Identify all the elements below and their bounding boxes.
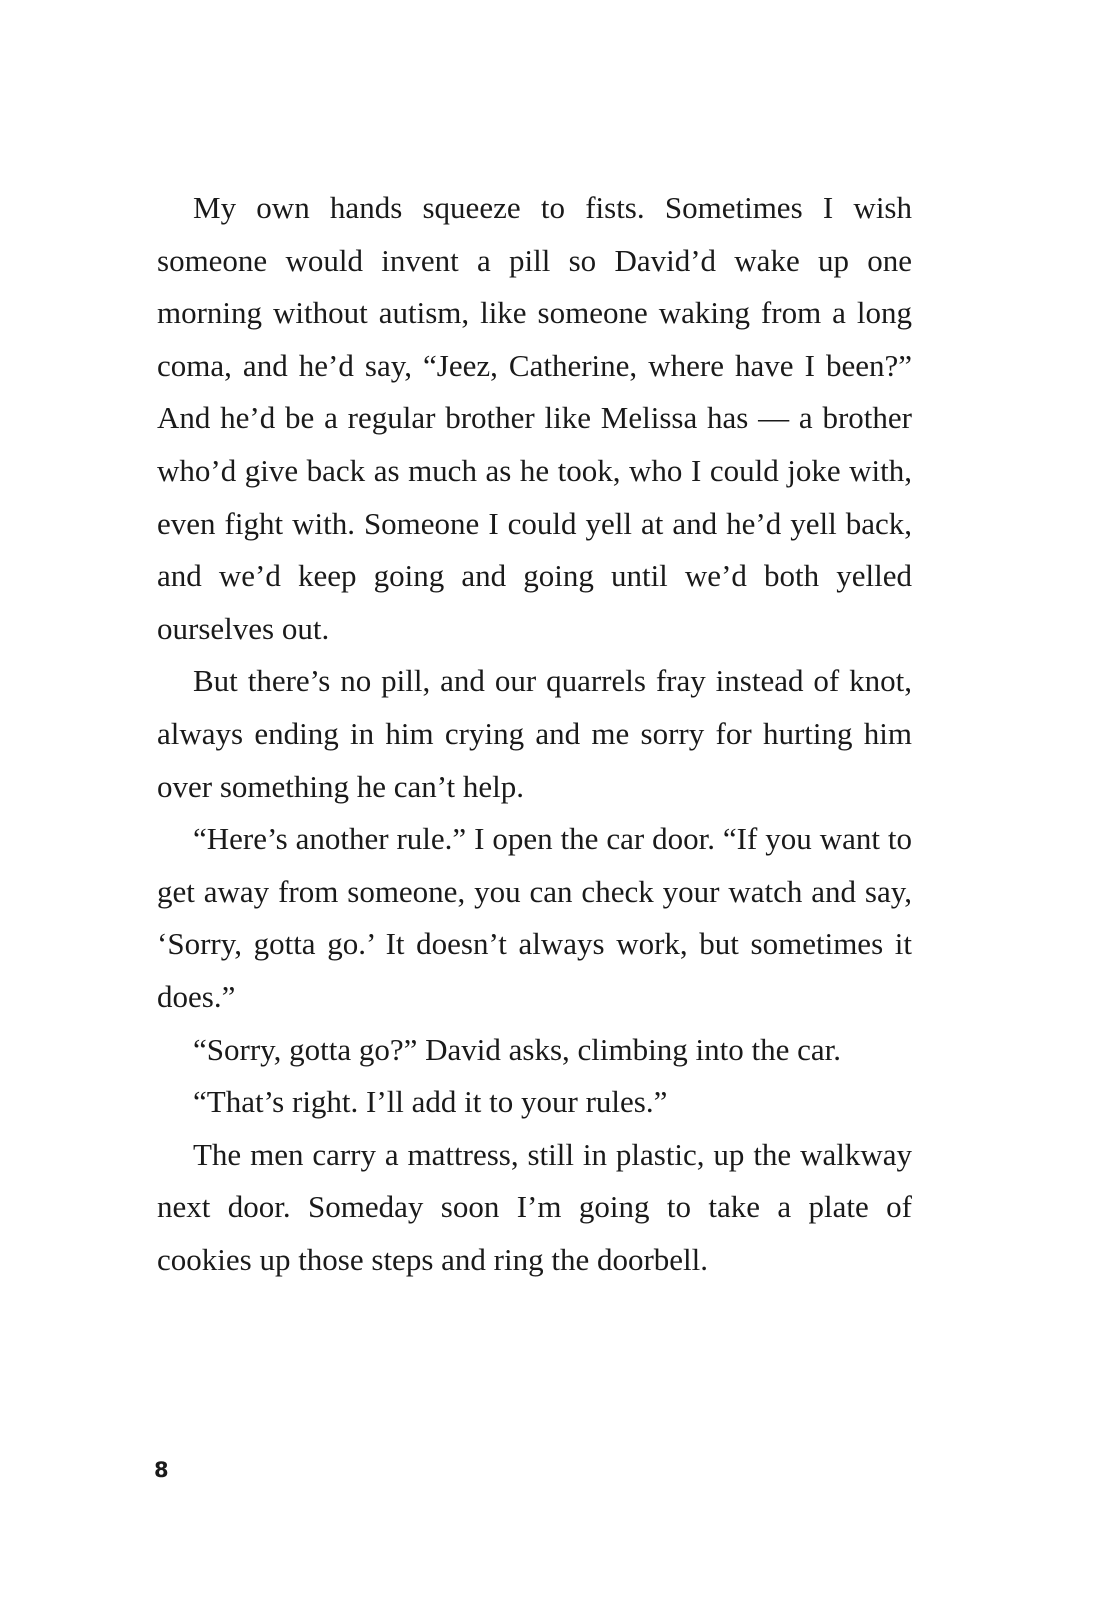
paragraph: “Sorry, gotta go?” David asks, climbing into the car.	[193, 1031, 841, 1067]
paragraph: But there’s no pill, and our quarrels fray instead of knot, always ending in him crying and me sorry for hurting him over something he can’t help.	[157, 663, 912, 804]
paragraph: The men carry a mattress, still in plastic, up the walkway next door. Someday soon I’m going to take a plate of cookies up those steps and ring the doorbell.	[157, 1136, 912, 1277]
paragraph: “That’s right. I’ll add it to your rules.”	[193, 1084, 668, 1120]
page-number: 8	[154, 1458, 169, 1482]
paragraph: “Here’s another rule.” I open the car door. “If you want to get away from someone, you can check your watch and say, ‘Sorry, gotta go.’ It doesn’t always work, but sometimes it does.”	[157, 821, 912, 1014]
paragraph: My own hands squeeze to fists. Sometimes I wish someone would invent a pill so David’d wake up one morning without autism, like someone waking from a long coma, and he’d say, “Jeez, Catherine, where have I been?” And he’d be a regular brother like Melissa has — a brother who’d give back as much as he took, who I could joke with, even fight with. Someone I could yell at and he’d yell back, and we’d keep going and going until we’d both yelled ourselves out.	[157, 190, 912, 646]
body-text	[157, 182, 912, 1286]
